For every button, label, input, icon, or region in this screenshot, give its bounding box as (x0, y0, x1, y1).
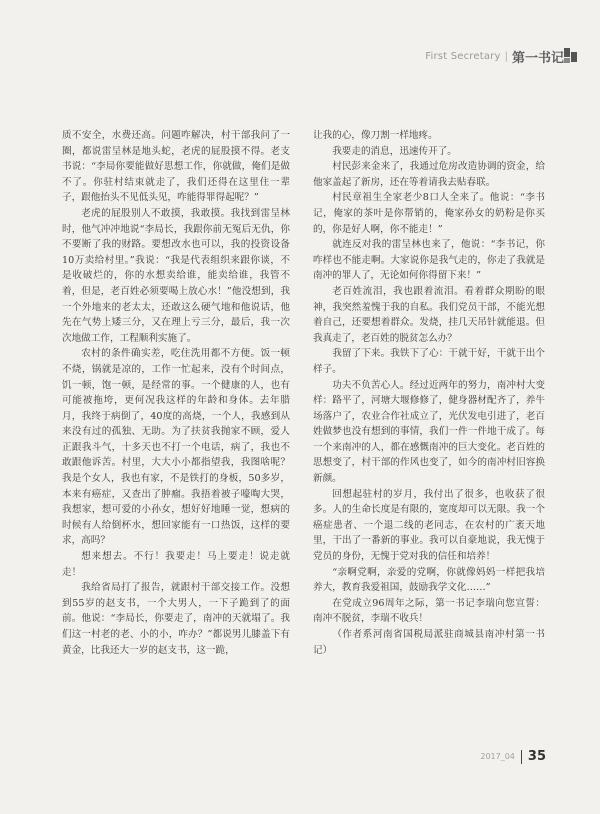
paragraph: 农村的条件确实差，吃住洗用都不方便。饭一顿不烧，锅就是凉的，工作一忙起来，没有个时间点，饥一顿，饱一顿，是经常的事。一个健康的人，也有可能被拖垮，更何况我这样的年龄和身体。去年腊月，我终于病倒了，40度的高烧，一个人，我感到从来没有过的孤独、无助。为了扶贫我抛家不顾，爱人正跟我斗气，十多天也不打一个电话，病了，我也不敢跟他诉苦。村里，大大小小都指望我，我图啥呢？我是个女人，我也有家，不是铁打的身板，50多岁，本来有癌症，又查出了肿瘤。我捂着被子嚎啕大哭，我想家，想可爱的小孙女，想好好地睡一觉，想病的时候有人给倒杯水，想回家能有一口热饭，这样的要求，高吗？ (62, 348, 290, 547)
paragraph: 在党成立96周年之际，第一书记李瑞向您宣誓：南冲不脱贫，李瑞不收兵！ (313, 597, 545, 625)
author-note: （作者系河南省国税局派驻商城县南冲村第一书记） (313, 629, 545, 656)
article-right-column (313, 128, 545, 658)
section-logo-icon (564, 48, 578, 64)
paragraph: 村民彭来金来了，我通过危房改造协调的资金，给他家盖起了新房，还在等着请我去贴春联。 (313, 161, 545, 188)
section-header (425, 46, 564, 66)
header-english-title: First Secretary (425, 50, 501, 62)
header-separator: | (504, 50, 508, 62)
paragraph: 回想起驻村的岁月，我付出了很多，也收获了很多。人的生命长度是有限的，宽度却可以无限。我一个癌症患者、一个退二线的老同志，在农村的广袤天地里，干出了一番新的事业。我可以自豪地说，我无愧于党员的身份，无愧于党对我的信任和培养！ (313, 488, 545, 563)
footer-divider (521, 750, 522, 764)
paragraph: 让我的心，像刀割一样地疼。 (313, 130, 438, 141)
header-chinese-title: 第一书记 (511, 50, 564, 66)
paragraph: 质不安全，水费还高。问题咋解决，村干部我问了一圈，都说雷呈林是地头蛇，老虎的屁股摸不得。老支书说：“李局你要能做好思想工作，你就做，俺们是做不了。你驻村结束就走了，我们还得在这里住一辈子，跟他抬头不见低头见，咋能得罪得起呢？” (62, 130, 290, 204)
page-number: 35 (527, 749, 546, 764)
paragraph: 想来想去。不行！我要走！马上要走！说走就走！ (62, 551, 290, 578)
paragraph: 我给省局打了报告，就跟村干部交接工作。没想到55岁的赵支书，一个大男人，一下子跪到了的面前。他说：“李局长，你要走了，南冲的天就塌了。我们这一村老的老、小的小，咋办？”都说男儿膝盖下有黄金，比我还大一岁的赵支书，这一跪， (62, 582, 290, 656)
paragraph: 就连反对我的雷呈林也来了，他说：“李书记，你咋样也不能走啊。大家说你是我气走的，你走了我就是南冲的罪人了，无论如何你得留下来！” (313, 239, 545, 282)
paragraph: 功夫不负苦心人。经过近两年的努力，南冲村大变样：路平了，河塘大堰修修了，健身器材配齐了，养牛场落户了，农业合作社成立了，光伏发电引进了，老百姓做梦也没有想到的事情，我们一件一件地干成了。每一个来南冲的人，都在感慨南冲的巨大变化。老百姓的思想变了，村干部的作风也变了，如今的南冲村旧容换新颜。 (313, 379, 545, 485)
paragraph: 村民章祖生全家老少8口人全来了。他说：“李书记，俺家的茶叶是你帮销的，俺家孙女的奶粉是你买的，你是好人啊，你不能走！” (313, 192, 545, 235)
paragraph: 我留了下来。我铁下了心：干就干好，干就干出个样子。 (313, 348, 545, 375)
paragraph: 老虎的屁股别人不敢摸，我敢摸。我找到雷呈林时，他气冲冲地说“李局长，我跟你前无冤后无仇，你不要断了我的财路。要想改水也可以，我的投资设备10万卖给村里。”我说：“我是代表组织来跟你谈，不是收破烂的，你的水想卖给谁，能卖给谁，我管不着，但是，老百姓必须要喝上放心水！”他没想到，我一个外地来的老太太，还敢这么硬气地和他说话，他先在气势上矮三分，又在理上亏三分，最后，我一次次地做工作，工程顺利实施了。 (62, 207, 290, 344)
article-left-column (62, 128, 290, 658)
page-footer (480, 749, 546, 764)
paragraph: “亲啊党啊，亲爱的党啊，你就像妈妈一样把我培养大，教育我爱祖国，鼓励我学文化……” (313, 566, 545, 594)
paragraph: 老百姓流泪，我也跟着流泪。看着群众期盼的眼神，我突然羞愧于我的自私。我们党员干部，不能光想着自己，还要想着群众。发烧，挂几天吊针就能退。但我真走了，老百姓的脱贫怎么办？ (313, 285, 545, 344)
issue-date: 2017_04 (480, 752, 515, 761)
paragraph: 我要走的消息，迅速传开了。 (332, 145, 457, 157)
